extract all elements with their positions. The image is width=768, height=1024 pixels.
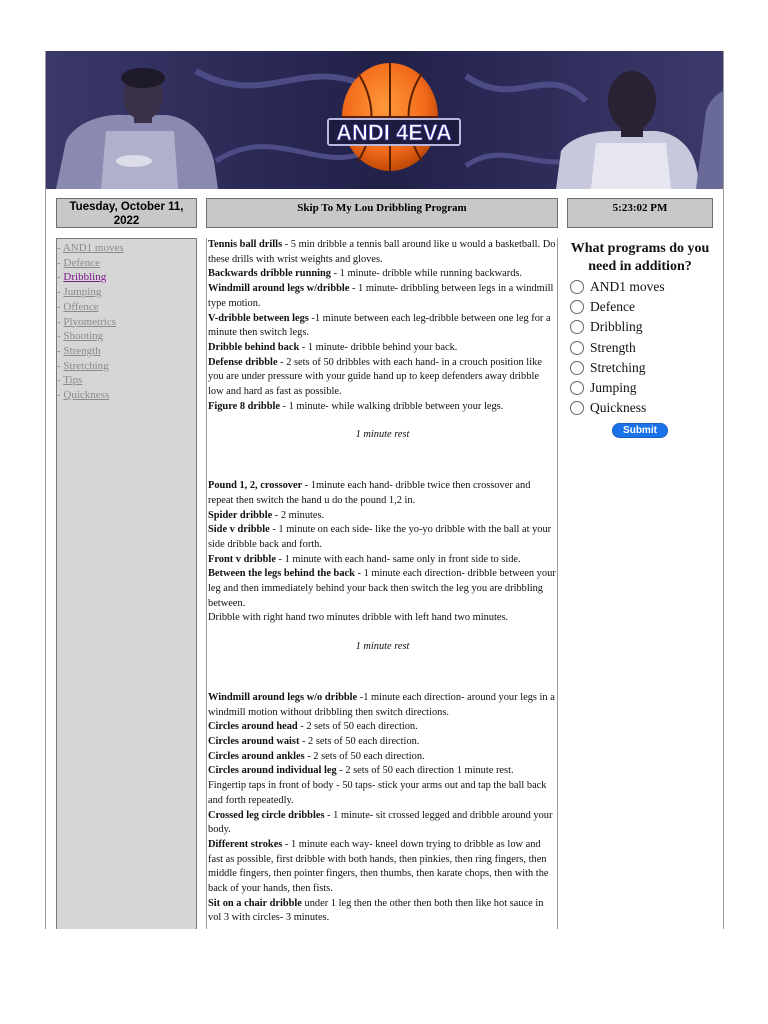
drill-description: - 1 minute- dribble behind your back. xyxy=(299,341,458,353)
sidebar-item-defence xyxy=(57,256,196,271)
poll-panel xyxy=(567,238,713,929)
drill-description: - 1 minute each way- kneel down trying to dribble as low and fast as possible, first dribble with both hands, then pinkies, then ring fingers, then middle fingers, then pointer fingers, then thumbs, then karate chops, then with the back of your hands, then fists. xyxy=(208,838,549,895)
drill-entry xyxy=(208,341,557,356)
drill-entry xyxy=(208,567,557,611)
drill-entry xyxy=(208,838,557,897)
sidebar-link[interactable]: Shooting xyxy=(63,330,104,343)
radio-button[interactable] xyxy=(570,341,584,355)
radio-button[interactable] xyxy=(570,381,584,395)
drill-description: -1 minute between each leg-dribble between one leg for a minute then switch legs. xyxy=(208,312,551,339)
drill-description: - 1 minute- while walking dribble between your legs. xyxy=(279,400,504,412)
drill-description: - 2 sets of 50 each direction 1 minute rest. xyxy=(336,765,514,777)
drill-entry xyxy=(208,282,557,311)
sidebar-item-offence xyxy=(57,300,196,315)
poll-option-quickness[interactable] xyxy=(567,398,713,418)
drill-entry xyxy=(208,691,557,720)
drill-description: - 2 sets of 50 each direction. xyxy=(304,750,425,762)
banner-artwork xyxy=(46,51,723,189)
drill-entry xyxy=(208,356,557,400)
clock-cell: 5:23:02 PM xyxy=(567,198,713,228)
poll-option-label: AND1 moves xyxy=(590,279,665,295)
rest-note: 1 minute rest xyxy=(355,429,410,441)
sidebar-item-shooting xyxy=(57,329,196,344)
sidebar-link[interactable]: Plyometrics xyxy=(63,315,116,328)
drill-name: Backwards dribble running xyxy=(208,268,331,280)
sidebar-item-prefix: - xyxy=(57,344,64,357)
drill-name: Side v dribble xyxy=(208,524,270,536)
sidebar-item-quickness xyxy=(57,388,196,403)
drill-description: - 2 sets of 50 each direction. xyxy=(297,721,418,733)
drill-name: V-dribble between legs xyxy=(208,312,309,324)
program-content xyxy=(206,238,558,929)
sidebar-link[interactable]: Dribbling xyxy=(63,271,107,284)
sidebar-link[interactable]: AND1 moves xyxy=(62,242,124,254)
radio-button[interactable] xyxy=(570,401,584,415)
poll-option-dribbling[interactable] xyxy=(567,317,713,337)
drill-entry xyxy=(208,735,557,750)
poll-option-label: Jumping xyxy=(590,380,637,396)
sidebar-item-jumping xyxy=(57,285,196,300)
drill-entry xyxy=(208,523,557,552)
drill-entry xyxy=(208,553,557,568)
drill-name: Circles around ankles xyxy=(208,750,305,762)
poll-option-stretching[interactable] xyxy=(567,358,713,378)
drill-description: - 2 sets of 50 each direction. xyxy=(299,735,420,747)
sidebar-item-prefix: - xyxy=(57,330,64,343)
sidebar-link[interactable]: Quickness xyxy=(63,389,110,402)
sidebar-item-plyometrics xyxy=(57,315,196,330)
date-cell: Tuesday, October 11, 2022 xyxy=(56,198,197,228)
sidebar-link[interactable]: Defence xyxy=(63,256,101,269)
spacer xyxy=(208,655,557,691)
sidebar-item-prefix: - xyxy=(57,359,64,372)
page-title: Skip To My Lou Dribbling Program xyxy=(206,198,558,228)
drill-description: - 5 min dribble a tennis ball around like u would a basketball. Do these drills with wrist weights and gloves. xyxy=(208,239,556,265)
poll-option-defence[interactable] xyxy=(567,297,713,317)
sidebar-item-prefix: - xyxy=(57,315,64,328)
poll-option-label: Dribbling xyxy=(590,319,643,335)
drill-name: Spider dribble xyxy=(208,509,273,521)
drill-description: under 1 leg then the other then both then like hot sauce in vol 3 with circles- 3 minutes. xyxy=(208,897,544,924)
sidebar-link[interactable]: Offence xyxy=(63,300,99,313)
sidebar-nav xyxy=(56,238,197,929)
drill-name: Sit on a chair dribble xyxy=(208,897,302,909)
sidebar-item-prefix: - xyxy=(57,286,64,299)
header-banner xyxy=(46,51,723,189)
drill-entry xyxy=(208,611,557,626)
drill-entry xyxy=(208,267,557,282)
drill-name: Crossed leg circle dribbles xyxy=(208,809,325,821)
drill-entry xyxy=(208,764,557,779)
drill-entry xyxy=(208,750,557,765)
drill-name: Different strokes xyxy=(208,838,283,850)
radio-button[interactable] xyxy=(570,300,584,314)
drill-name: Pound 1, 2, crossover xyxy=(208,480,303,492)
drill-name: Defense dribble xyxy=(208,356,278,368)
drill-description: -1 minute each direction- around your legs in a windmill motion without dribbling then switch directions. xyxy=(208,691,555,718)
sidebar-item-dribbling xyxy=(57,270,196,285)
drill-name: Tennis ball drills xyxy=(208,239,283,250)
drill-description: - 1 minute on each side- like the yo-yo dribble with the ball at your side dribble back and forth. xyxy=(208,524,552,550)
drill-name: Circles around waist xyxy=(208,735,300,747)
radio-button[interactable] xyxy=(570,361,584,375)
sidebar-link[interactable]: Tips xyxy=(63,374,83,387)
page-frame xyxy=(45,51,724,929)
drill-description: - 1 minute- sit crossed legged and dribble around your body. xyxy=(208,809,553,836)
drill-name: Windmill around legs w/dribble xyxy=(208,283,350,295)
drill-description: - 1 minute- dribble while running backwards. xyxy=(331,268,523,280)
poll-option-strength[interactable] xyxy=(567,338,713,358)
sidebar-item-prefix: - xyxy=(57,374,64,387)
sidebar-link[interactable]: Strength xyxy=(63,344,101,357)
drill-name: Windmill around legs w/o dribble xyxy=(208,691,358,703)
drill-name: Dribble behind back xyxy=(208,341,300,353)
poll-question: What programs do you need in addition? xyxy=(570,241,710,274)
drill-entry xyxy=(208,509,557,524)
drill-name: Front v dribble xyxy=(208,553,276,565)
drill-entry xyxy=(208,479,557,508)
drill-description: - 1 minute each direction- dribble between your leg and then immediately behind your back then switch the leg you are dribbling between. xyxy=(208,568,556,609)
poll-option-label: Stretching xyxy=(590,359,646,375)
spacer xyxy=(208,443,557,479)
drill-description: - 2 minutes. xyxy=(272,509,325,521)
drill-entry xyxy=(208,897,557,926)
sidebar-item-stretching xyxy=(57,359,196,374)
drill-description: Fingertip taps in front of body - 50 taps- stick your arms out and tap the ball back and forth repeatedly. xyxy=(208,780,547,806)
sidebar-link[interactable]: Stretching xyxy=(63,359,109,372)
sidebar-item-prefix: - xyxy=(57,300,64,313)
drill-description: Dribble with right hand two minutes dribble with left hand two minutes. xyxy=(208,612,509,624)
drill-description: - 1 minute- dribbling between legs in a windmill type motion. xyxy=(208,283,554,309)
logo-text: ANDI 4EVA xyxy=(336,120,452,145)
poll-options xyxy=(567,277,713,418)
drill-description: - 2 sets of 50 dribbles with each hand- in a crouch position like you are under pressure with your guide hand up to keep defenders away dribble low and hard as fast as possible. xyxy=(208,356,542,398)
drill-description: - 1 minute with each hand- same only in front side to side. xyxy=(275,553,521,565)
sidebar-item-prefix: - xyxy=(57,256,64,269)
poll-option-label: Defence xyxy=(590,299,635,315)
poll-option-label: Quickness xyxy=(590,400,647,416)
drill-name: Circles around individual leg xyxy=(208,765,337,777)
radio-button[interactable] xyxy=(570,280,584,294)
sidebar-link[interactable]: Jumping xyxy=(63,286,102,299)
drill-name: Between the legs behind the back xyxy=(208,568,355,580)
radio-button[interactable] xyxy=(570,320,584,334)
sidebar-item-and1-moves xyxy=(57,241,196,256)
drill-entry xyxy=(208,312,557,341)
drill-entry xyxy=(208,400,557,415)
drill-entry xyxy=(208,779,557,808)
drill-entry xyxy=(208,238,557,267)
sidebar-item-prefix: - xyxy=(57,242,63,254)
submit-wrap xyxy=(567,420,713,438)
drill-name: Figure 8 dribble xyxy=(208,400,280,412)
poll-option-label: Strength xyxy=(590,339,636,355)
sidebar-item-prefix: - xyxy=(57,271,64,284)
rest-note: 1 minute rest xyxy=(355,641,410,653)
drill-name: Circles around head xyxy=(208,721,298,733)
poll-option-and1-moves[interactable] xyxy=(567,277,713,297)
sidebar-item-strength xyxy=(57,344,196,359)
drill-entry xyxy=(208,809,557,838)
drill-description: - 1minute each hand- dribble twice then crossover and repeat then switch the hand u do the pound 1,2 in. xyxy=(208,480,531,506)
sidebar-item-prefix: - xyxy=(57,389,64,402)
drill-entry xyxy=(208,720,557,735)
poll-option-jumping[interactable] xyxy=(567,378,713,398)
sidebar-item-tips xyxy=(57,373,196,388)
submit-button[interactable]: Submit xyxy=(612,423,668,438)
